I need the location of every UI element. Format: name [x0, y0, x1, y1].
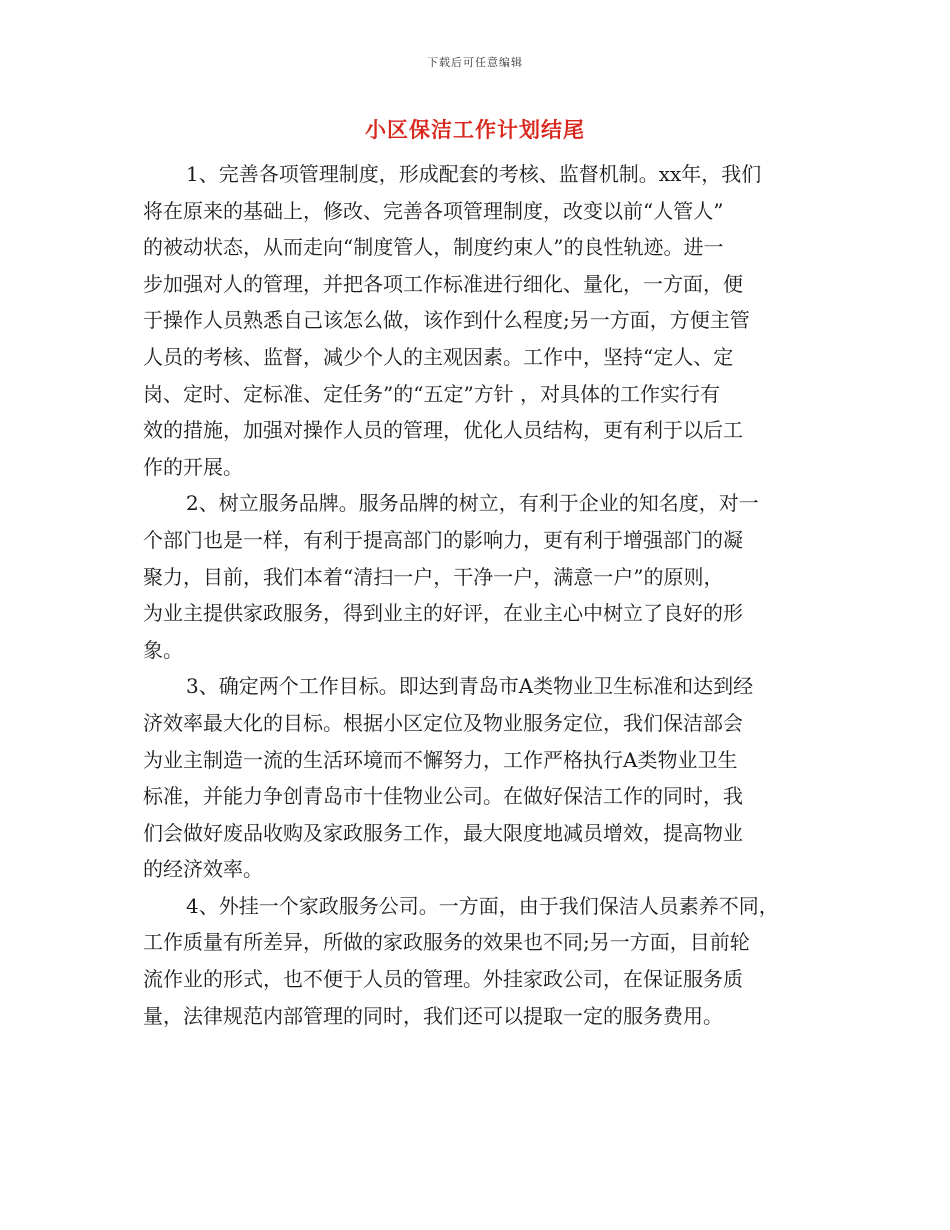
paragraph-line: 个部门也是一样，有利于提高部门的影响力，更有利于增强部门的凝 — [143, 527, 743, 552]
paragraph-line: 为业主制造一流的生活环境而不懈努力，工作严格执行A类物业卫生 — [143, 747, 738, 772]
paragraph-line: 工作质量有所差异，所做的家政服务的效果也不同;另一方面，目前轮 — [143, 930, 750, 955]
paragraph-line: 的经济效率。 — [143, 857, 263, 882]
paragraph-line: 人员的考核、监督，减少个人的主观因素。工作中，坚持“定人、定 — [143, 344, 734, 369]
document-title: 小区保洁工作计划结尾 — [365, 117, 585, 142]
paragraph-1 — [143, 156, 811, 485]
paragraph-line: 们会做好废品收购及家政服务工作，最大限度地减员增效，提高物业 — [143, 820, 743, 845]
paragraph-line: 为业主提供家政服务，得到业主的好评，在业主心中树立了良好的形 — [143, 601, 743, 626]
paragraph-line: 象。 — [143, 637, 183, 662]
paragraph-4 — [143, 888, 811, 1034]
paragraph-line: 作的开展。 — [143, 454, 243, 479]
paragraph-line: 将在原来的基础上，修改、完善各项管理制度，改变以前“人管人” — [143, 198, 724, 223]
paragraph-line: 步加强对人的管理，并把各项工作标准进行细化、量化，一方面，便 — [143, 271, 743, 296]
paragraph-line: 2、树立服务品牌。服务品牌的树立，有利于企业的知名度，对一 — [186, 491, 759, 516]
paragraph-line: 3、确定两个工作目标。即达到青岛市A类物业卫生标准和达到经 — [186, 674, 754, 699]
paragraph-line: 岗、定时、定标准、定任务”的“五定”方针 ，对具体的工作实行有 — [143, 381, 721, 406]
paragraph-2 — [143, 485, 811, 668]
paragraph-line: 的被动状态，从而走向“制度管人，制度约束人”的良性轨迹。进一 — [143, 235, 724, 260]
paragraph-3 — [143, 668, 811, 888]
document-body — [143, 156, 811, 1034]
paragraph-line: 流作业的形式，也不便于人员的管理。外挂家政公司，在保证服务质 — [143, 967, 743, 992]
paragraph-line: 1、完善各项管理制度，形成配套的考核、监督机制。xx年，我们 — [186, 162, 762, 186]
paragraph-line: 于操作人员熟悉自己该怎么做，该作到什么程度;另一方面，方便主管 — [143, 308, 750, 333]
paragraph-line: 济效率最大化的目标。根据小区定位及物业服务定位，我们保洁部会 — [143, 710, 743, 735]
page-header: 下载后可任意编辑 — [427, 56, 523, 69]
paragraph-line: 聚力，目前，我们本着“清扫一户，干净一户，满意一户”的原则， — [143, 564, 724, 589]
paragraph-line: 标准，并能力争创青岛市十佳物业公司。在做好保洁工作的同时，我 — [143, 784, 743, 809]
paragraph-line: 效的措施，加强对操作人员的管理，优化人员结构，更有利于以后工 — [143, 418, 743, 443]
paragraph-line: 量，法律规范内部管理的同时，我们还可以提取一定的服务费用。 — [143, 1003, 723, 1028]
paragraph-line: 4、外挂一个家政服务公司。一方面，由于我们保洁人员素养不同， — [186, 893, 779, 918]
